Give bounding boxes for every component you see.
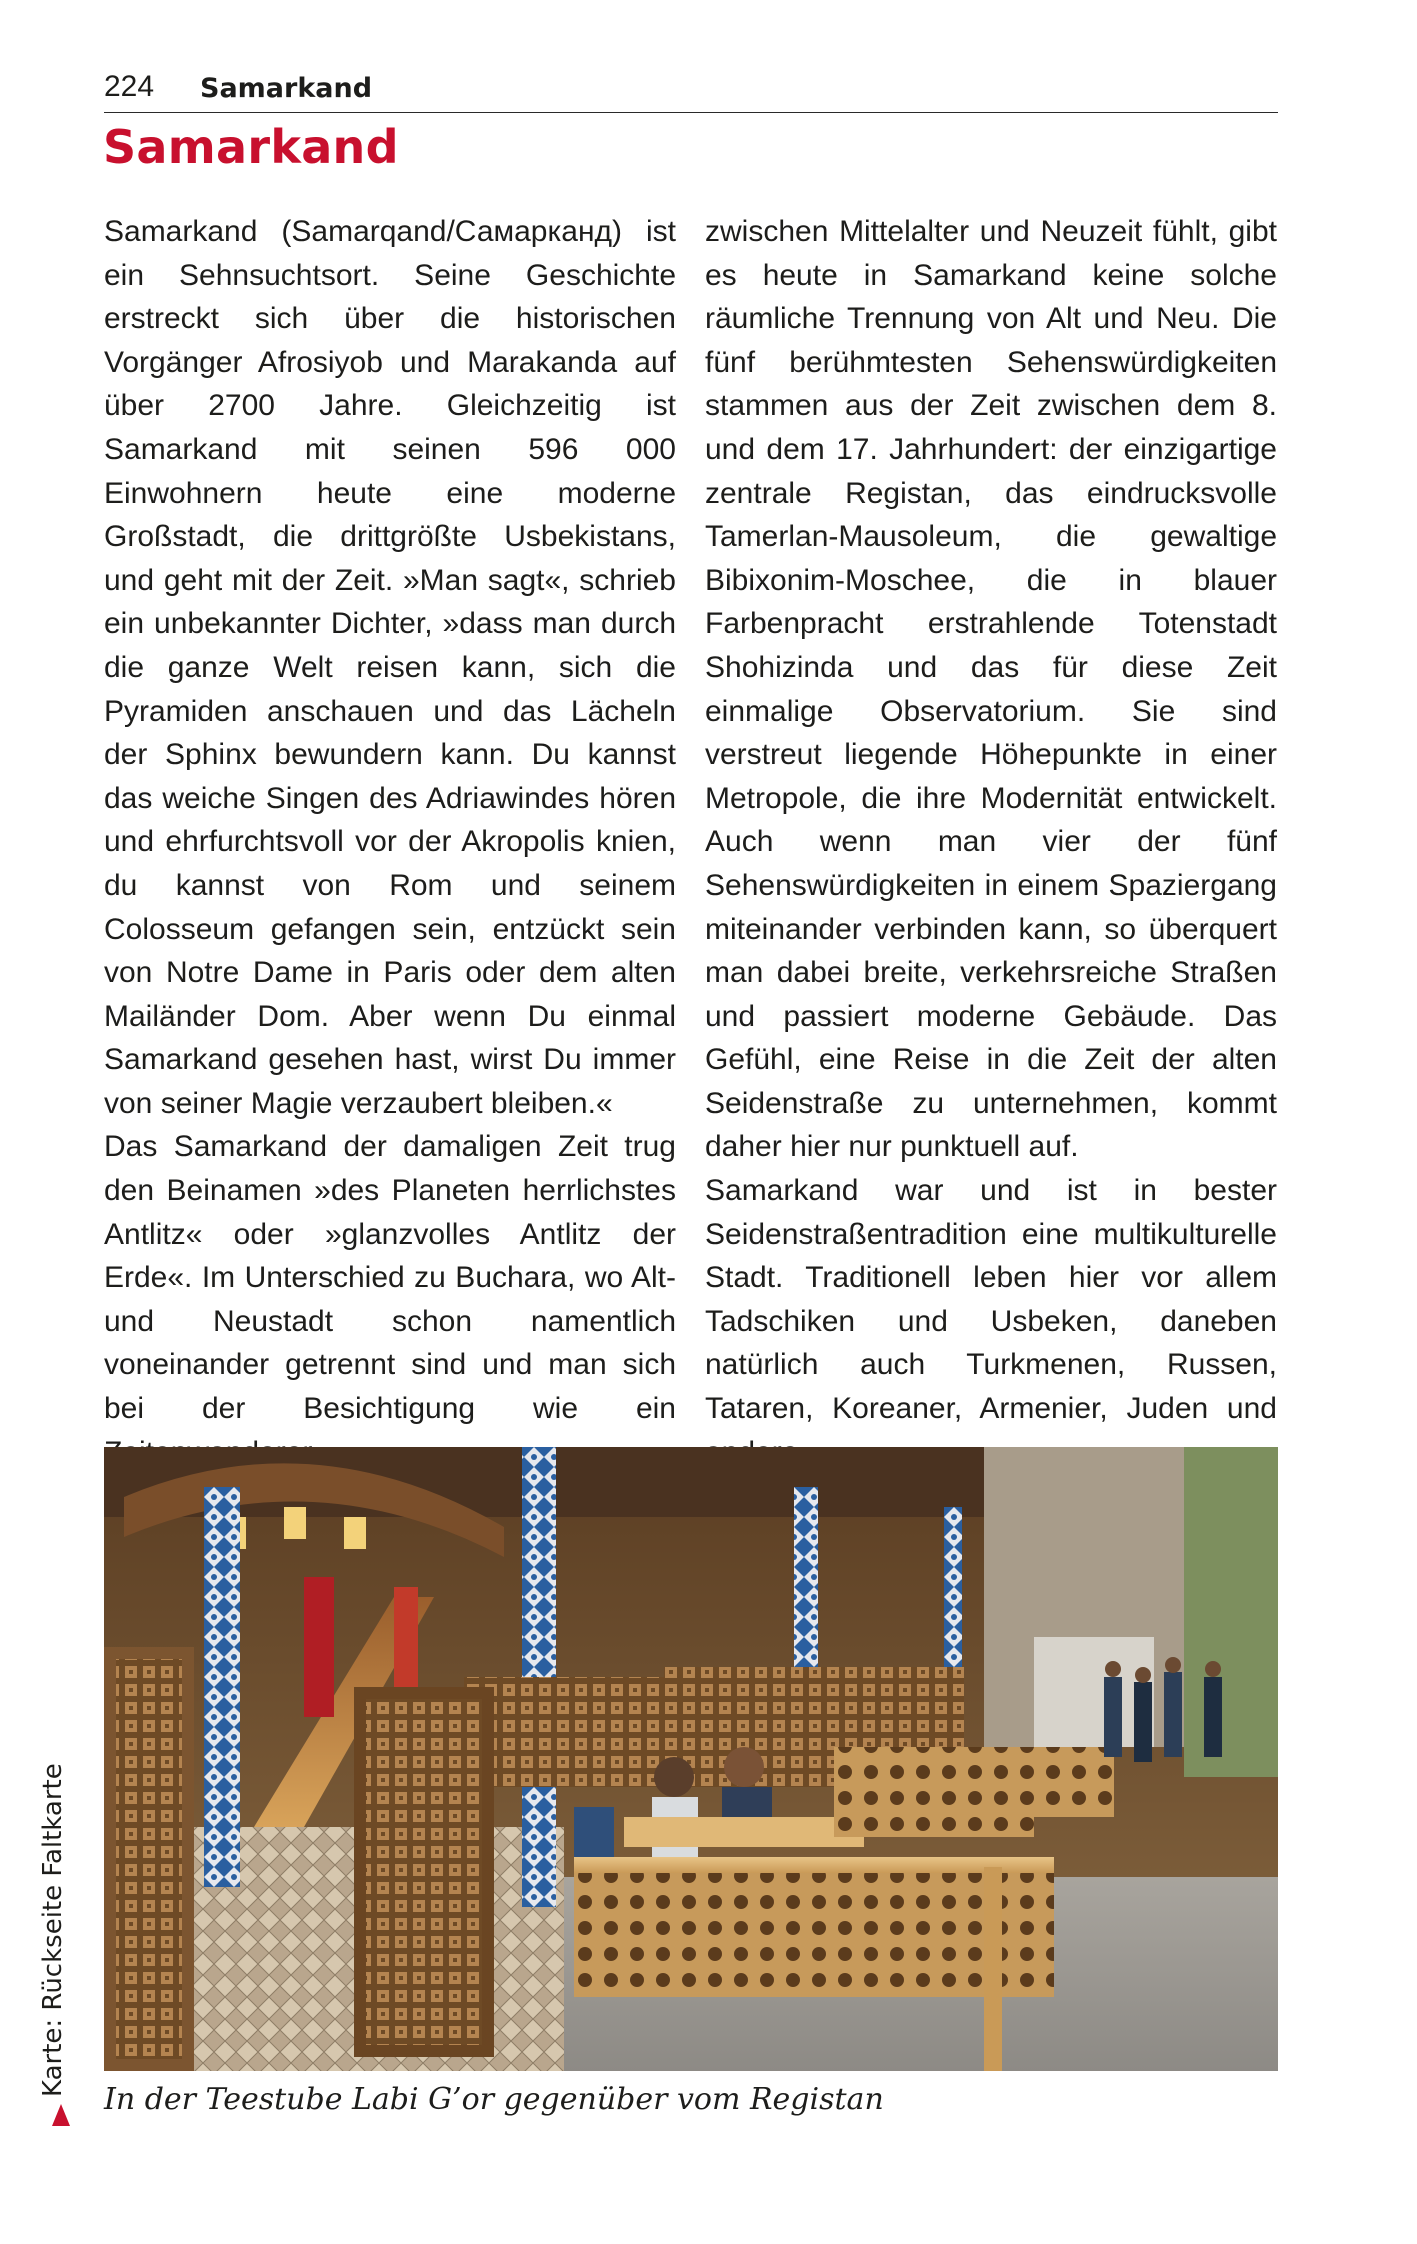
text-column-left	[104, 210, 676, 1474]
photo-caption: In der Teestube Labi G’or gegenüber vom Registan	[104, 2082, 884, 2117]
running-head	[104, 66, 1278, 113]
paragraph: Samarkand (Samarqand/Самарканд) ist ein Sehnsuchtsort. Seine Geschichte erstreckt sich über die historischen Vorgänger Afrosiyob und Marakanda auf über 2700 Jahre. Gleichzeitig ist Samarkand mit seinen 596 000 Einwohnern heute eine moderne Großstadt, die drittgrößte Usbekistans, und geht mit der Zeit. »Man sagt«, schrieb ein unbekannter Dichter, »dass man durch die ganze Welt reisen kann, sich die Pyramiden anschauen und das Lächeln der Sphinx bewundern kann. Du kannst das weiche Singen des Adriawindes hören und ehrfurchtsvoll vor der Akropolis knien, du kannst von Rom und seinem Colosseum gefangen sein, entzückt sein von Notre Dame in Paris oder dem alten Mailänder Dom. Aber wenn Du einmal Samarkand gesehen hast, wirst Du immer von seiner Magie verzaubert bleiben.«	[104, 215, 676, 1120]
paragraph: zwischen Mittelalter und Neuzeit fühlt, gibt es heute in Samarkand keine solche räumliche Trennung von Alt und Neu. Die fünf berühmtesten Sehenswürdigkeiten stammen aus der Zeit zwischen dem 8. und dem 17. Jahrhundert: der einzigartige zentrale Registan, das eindrucksvolle Tamerlan-Mausoleum, die gewaltige Bibixonim-Moschee, die in blauer Farbenpracht erstrahlende Totenstadt Shohizinda und das für diese Zeit einmalige Observatorium. Sie sind verstreut liegende Höhepunkte in einer Metropole, die ihre Modernität entwickelt. Auch wenn man vier der fünf Sehenswürdigkeiten in einem Spaziergang miteinander verbinden kann, so überquert man dabei breite, verkehrsreiche Straßen und passiert moderne Gebäude. Das Gefühl, eine Reise in die Zeit der alten Seidenstraße zu unternehmen, kommt daher hier nur punktuell auf.	[705, 215, 1277, 1164]
running-head-title: Samarkand	[200, 73, 373, 104]
chapter-title: Samarkand	[103, 120, 399, 174]
paragraph: Das Samarkand der damaligen Zeit trug den Beinamen »des Planeten herrlichstes Antlitz« oder »glanzvolles Antlitz der Erde«. Im Unterschied zu Buchara, wo Alt- und Neustadt schon namentlich voneinander getrennt sind und man sich bei der Besichtigung wie ein	[104, 1130, 676, 1426]
teahouse-photo	[104, 1447, 1278, 2071]
map-reference-note: Karte: Rückseite Faltkarte	[38, 1763, 68, 2097]
red-triangle-marker-icon	[52, 2104, 70, 2126]
text-column-right	[705, 210, 1277, 1474]
page-number: 224	[104, 70, 155, 103]
paragraph: Samarkand war und ist in bester Seidenstraßentradition eine multikulturelle Stadt. Traditionell leben hier vor allem Tadschiken und Usbeken, daneben natürlich auch Turkmenen, Russen, Tataren, Koreaner, Armenier, Juden und	[705, 1174, 1277, 1426]
